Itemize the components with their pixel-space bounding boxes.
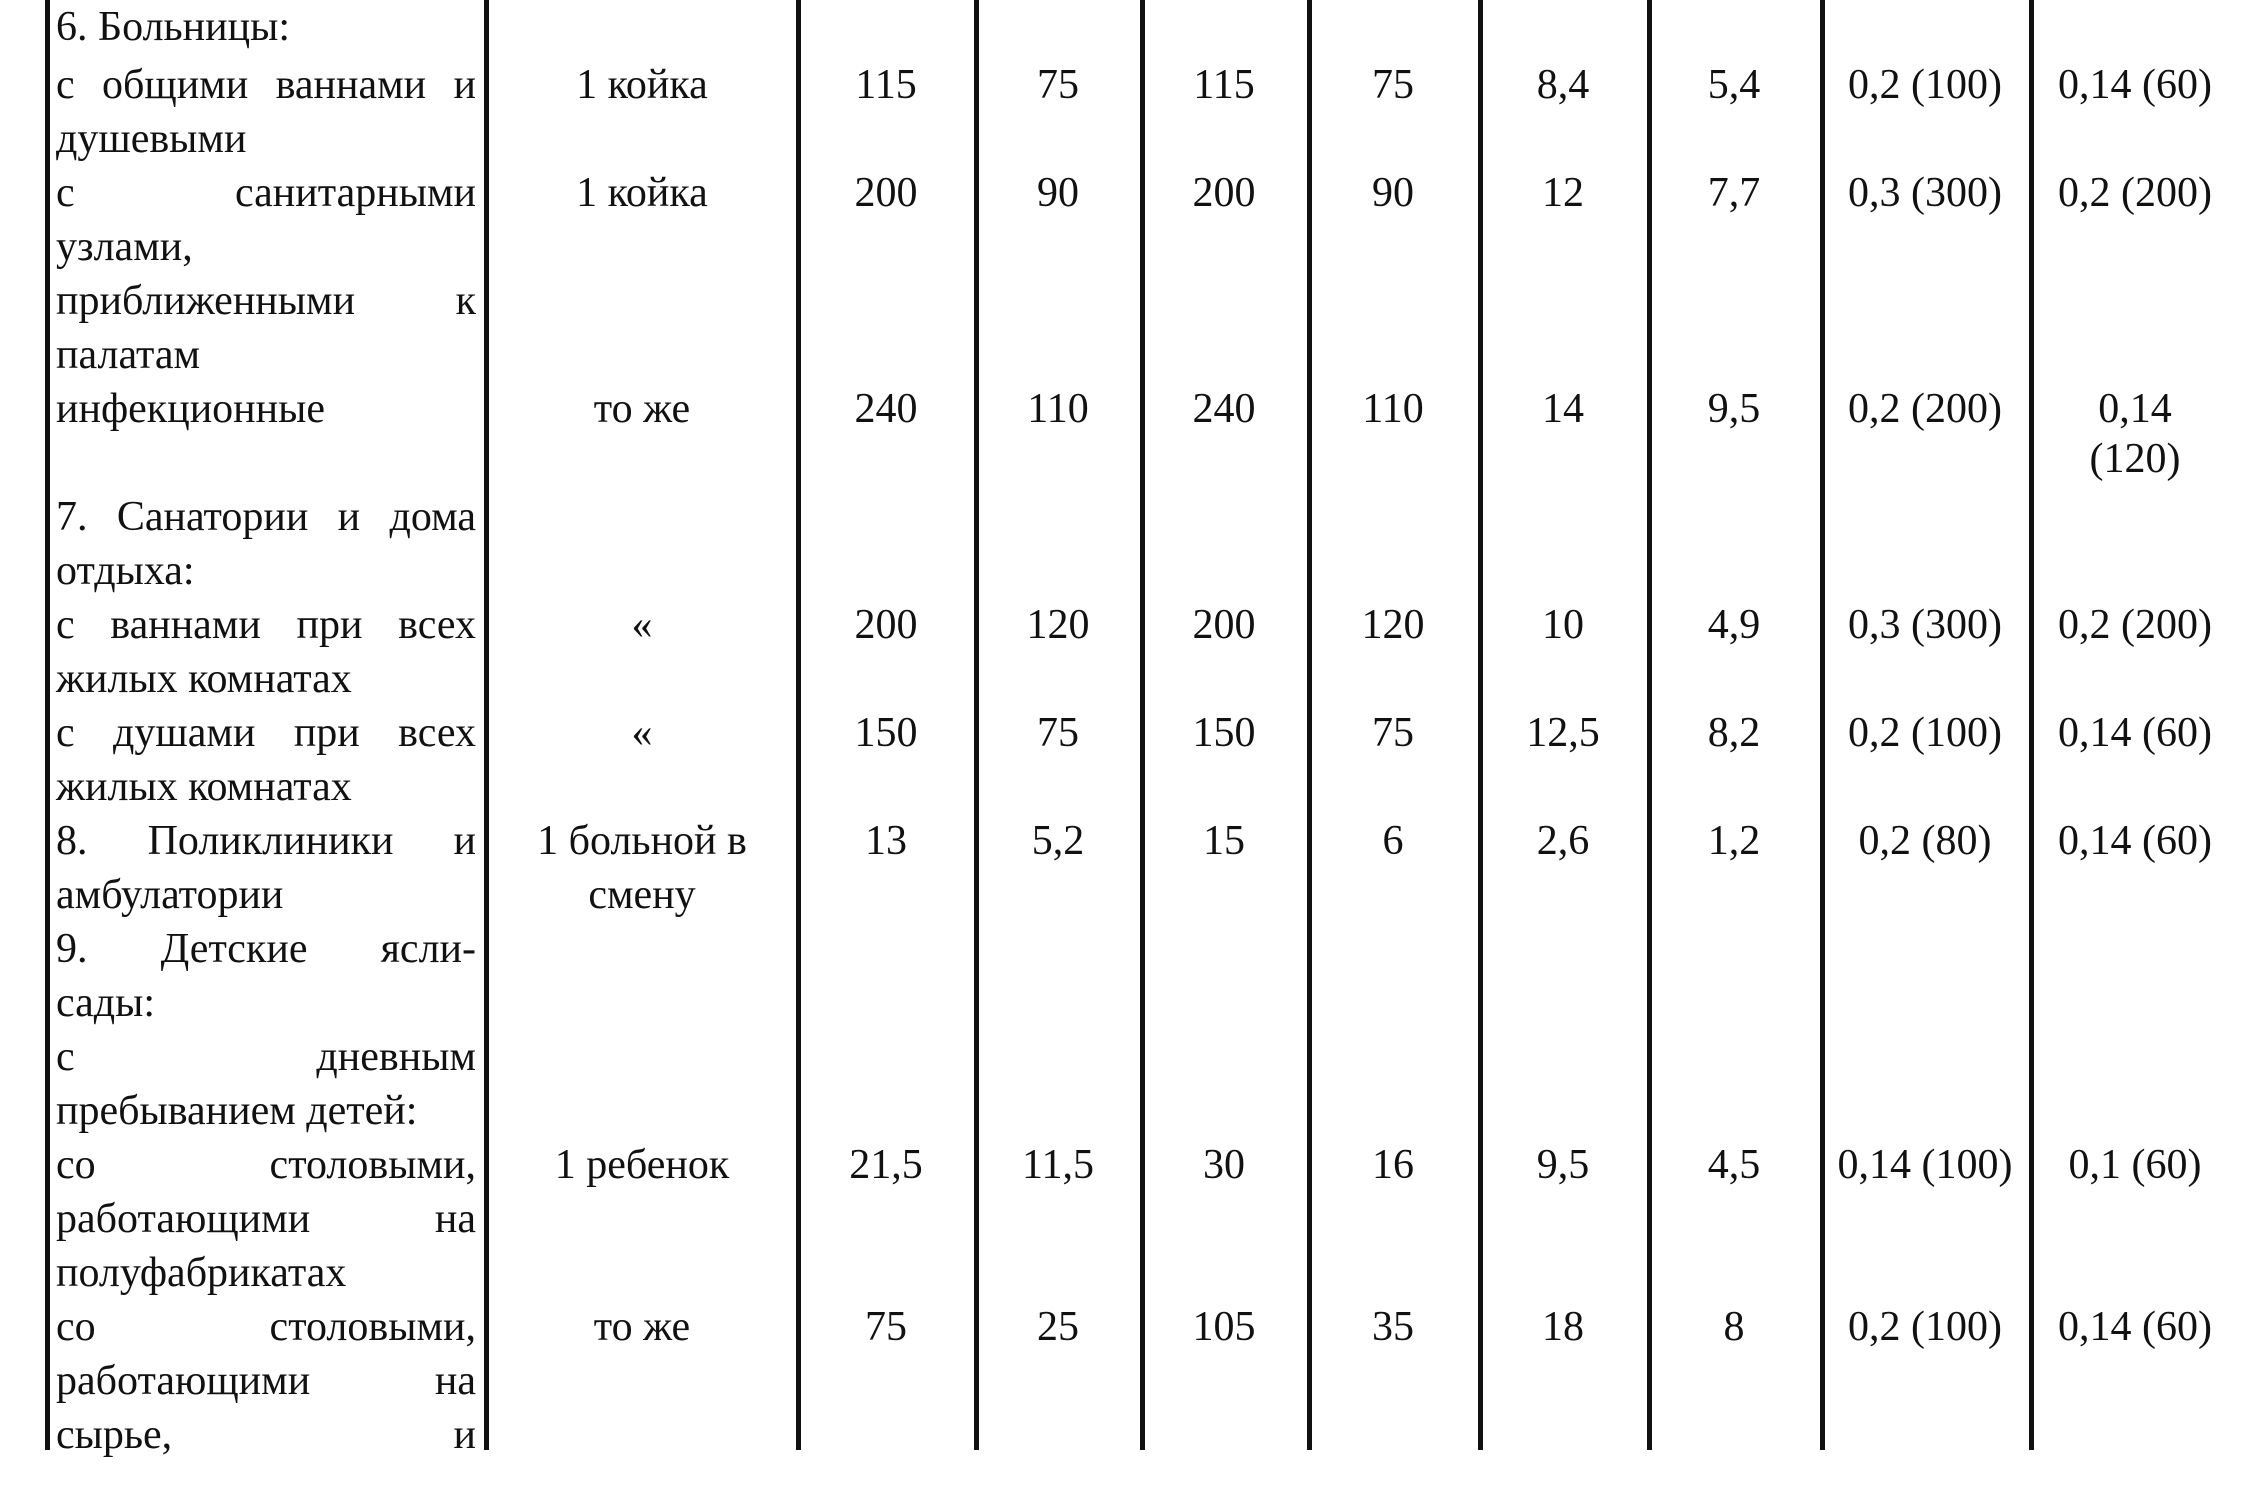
row-label-line: 8. Поликлиники и: [56, 818, 476, 864]
value-cell: 200: [854, 170, 918, 216]
table-rule: [484, 0, 489, 1450]
value-cell: 4,9: [1707, 602, 1761, 648]
row-label-line: 9. Детские ясли-: [56, 926, 476, 972]
row-label-line: узлами,: [56, 224, 193, 270]
value-cell: 0,2 (200): [2058, 170, 2212, 216]
row-label-line: со столовыми,: [56, 1142, 476, 1188]
value-cell: 13: [865, 818, 907, 864]
row-label-line: полуфабрикатах: [56, 1250, 347, 1296]
value-cell: 0,2 (100): [1848, 62, 2002, 108]
value-cell: 5,2: [1031, 818, 1085, 864]
value-cell: 90: [1037, 170, 1079, 216]
value-cell: 4,5: [1707, 1142, 1761, 1188]
row-label-line: жилых комнатах: [56, 656, 352, 702]
value-cell: 75: [1037, 710, 1079, 756]
value-cell: 7,7: [1707, 170, 1761, 216]
row-label-line: работающими на: [56, 1358, 476, 1404]
unit-cell: 1 койка: [576, 62, 708, 108]
value-cell: 200: [854, 602, 918, 648]
value-cell: 1,2: [1707, 818, 1761, 864]
row-label-line: с общими ваннами и: [56, 62, 476, 108]
value-cell: 0,14 (60): [2058, 62, 2212, 108]
value-cell: 115: [1193, 62, 1255, 108]
value-cell: 0,2 (100): [1848, 1304, 2002, 1350]
value-cell: 12,5: [1526, 710, 1600, 756]
value-cell: 5,4: [1707, 62, 1761, 108]
value-cell: 10: [1542, 602, 1584, 648]
row-label-line: с дневным: [56, 1034, 476, 1080]
value-cell: 0,2 (80): [1858, 818, 1992, 864]
unit-cell: 1 койка: [576, 170, 708, 216]
value-cell: 0,3 (300): [1848, 602, 2002, 648]
row-label-line: жилых комнатах: [56, 764, 352, 810]
row-label-line: приближенными к: [56, 278, 476, 324]
value-cell: 18: [1542, 1304, 1584, 1350]
row-label-line: 7. Санатории и дома: [56, 494, 476, 540]
value-cell: 75: [1037, 62, 1079, 108]
row-label-line: с санитарными: [56, 170, 476, 216]
value-cell: 8,2: [1707, 710, 1761, 756]
row-label-line: 6. Больницы:: [56, 4, 290, 50]
value-cell: 0,2 (200): [1848, 386, 2002, 432]
value-cell: 0,14: [2098, 386, 2172, 432]
value-cell: 0,14 (60): [2058, 818, 2212, 864]
unit-cell: то же: [593, 1304, 691, 1350]
row-label-line: пребыванием детей:: [56, 1088, 418, 1134]
value-cell: 0,2 (100): [1848, 710, 2002, 756]
value-cell: 200: [1192, 602, 1256, 648]
value-cell: 0,3 (300): [1848, 170, 2002, 216]
value-cell: 8,4: [1536, 62, 1590, 108]
row-label-line: отдыха:: [56, 548, 195, 594]
value-cell: 150: [854, 710, 918, 756]
value-cell: 240: [854, 386, 918, 432]
value-cell: (120): [2089, 436, 2181, 482]
row-label-line: с душами при всех: [56, 710, 476, 756]
row-label-line: с ваннами при всех: [56, 602, 476, 648]
unit-cell: смену: [588, 872, 696, 918]
value-cell: 14: [1542, 386, 1584, 432]
value-cell: 110: [1027, 386, 1089, 432]
value-cell: 15: [1203, 818, 1245, 864]
row-label-line: работающими на: [56, 1196, 476, 1242]
value-cell: 0,14 (100): [1837, 1142, 2013, 1188]
value-cell: 150: [1192, 710, 1256, 756]
value-cell: 30: [1203, 1142, 1245, 1188]
row-label-line: амбулатории: [56, 872, 284, 918]
row-label-line: палатам: [56, 332, 201, 378]
value-cell: 240: [1192, 386, 1256, 432]
value-cell: 0,14 (60): [2058, 710, 2212, 756]
value-cell: 75: [1372, 710, 1414, 756]
row-label-line: сырье, и: [56, 1412, 476, 1458]
row-label-line: душевыми: [56, 116, 247, 162]
value-cell: 115: [855, 62, 917, 108]
value-cell: 11,5: [1022, 1142, 1094, 1188]
table-rule: [45, 0, 50, 1450]
value-cell: 21,5: [849, 1142, 923, 1188]
row-label-line: сады:: [56, 980, 156, 1026]
value-cell: 6: [1382, 818, 1404, 864]
value-cell: 16: [1372, 1142, 1414, 1188]
value-cell: 75: [865, 1304, 907, 1350]
row-label-line: инфекционные: [56, 386, 325, 432]
value-cell: 0,14 (60): [2058, 1304, 2212, 1350]
value-cell: 12: [1542, 170, 1584, 216]
row-label-line: со столовыми,: [56, 1304, 476, 1350]
value-cell: 120: [1026, 602, 1090, 648]
value-cell: 2,6: [1536, 818, 1590, 864]
value-cell: 0,1 (60): [2068, 1142, 2202, 1188]
value-cell: 110: [1362, 386, 1424, 432]
value-cell: 105: [1192, 1304, 1256, 1350]
value-cell: 75: [1372, 62, 1414, 108]
unit-cell: 1 ребенок: [554, 1142, 730, 1188]
unit-cell: то же: [593, 386, 691, 432]
value-cell: 9,5: [1536, 1142, 1590, 1188]
value-cell: 120: [1361, 602, 1425, 648]
value-cell: 8: [1723, 1304, 1745, 1350]
value-cell: 25: [1037, 1304, 1079, 1350]
value-cell: 200: [1192, 170, 1256, 216]
unit-cell: «: [631, 602, 653, 648]
unit-cell: «: [631, 710, 653, 756]
value-cell: 0,2 (200): [2058, 602, 2212, 648]
value-cell: 35: [1372, 1304, 1414, 1350]
unit-cell: 1 больной в: [537, 818, 747, 864]
value-cell: 90: [1372, 170, 1414, 216]
value-cell: 9,5: [1707, 386, 1761, 432]
